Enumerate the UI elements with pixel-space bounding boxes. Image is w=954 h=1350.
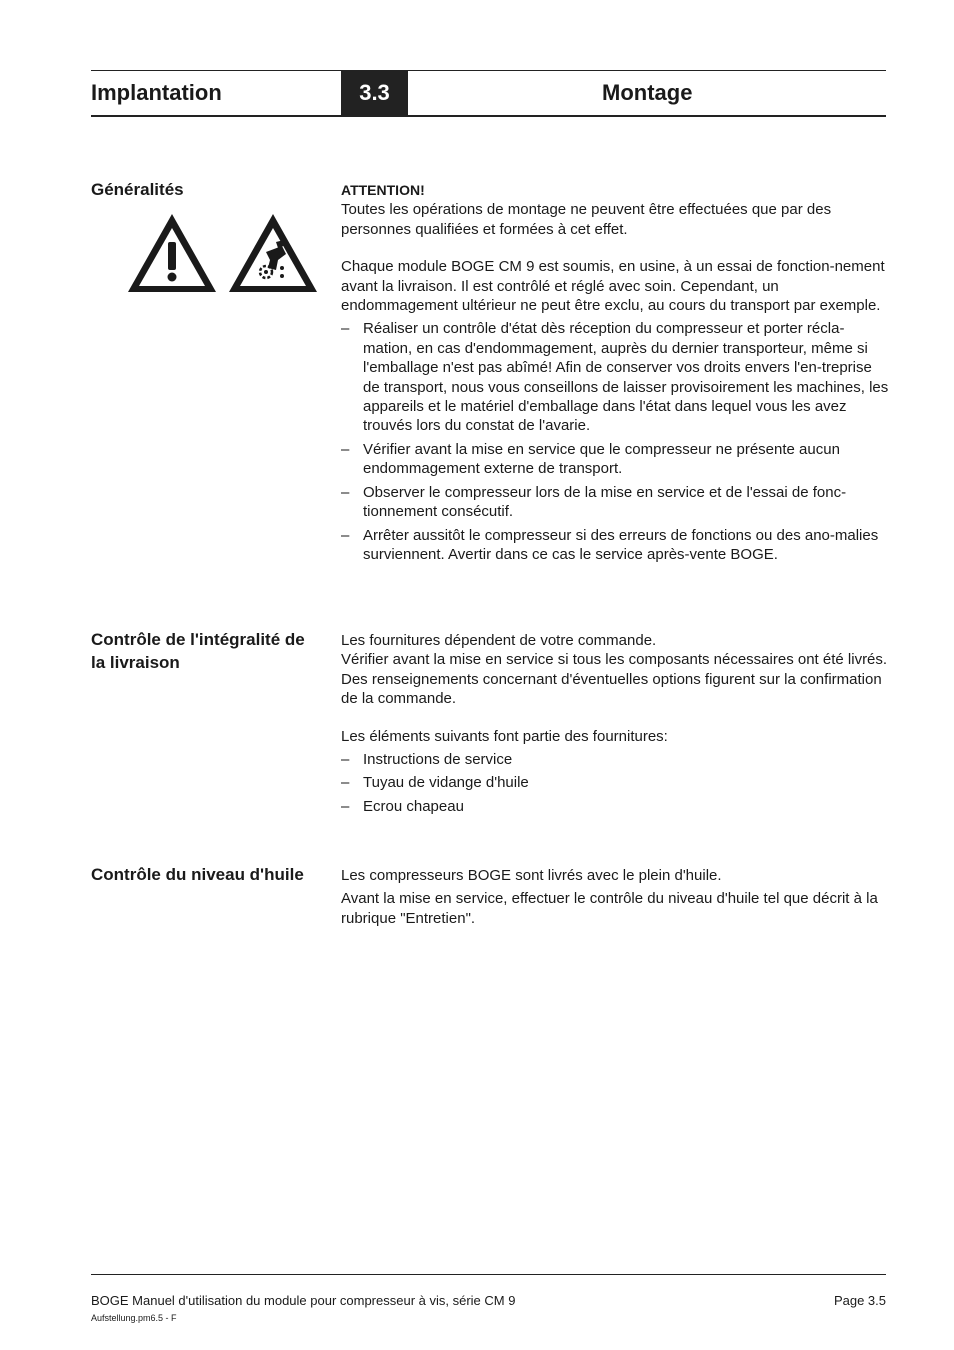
warning-icons [126,212,321,294]
section-number: 3.3 [341,71,408,115]
list-item: – Réaliser un contrôle d'état dès réception du compresseur et porter récla-mation, en cas d'endommagement, auprès du dernier transporteur, même si l'emballage n'est pas abîmé! Afin de conserver vos droits envers l'en-treprise de transport, nous vous conseillons de laisser provisoirement les machines, les appareils et le matériel d'emballage dans l'état dans lequel vous les avez trouvés lors du constat de l'avarie. [341,319,889,435]
header-bottom-rule [91,115,886,117]
huile-heading: Contrôle du niveau d'huile [91,865,304,884]
attention-label: ATTENTION! [341,182,425,198]
footer-rule [91,1274,886,1275]
fournitures-list [341,750,889,816]
generalites-body [341,181,889,564]
list-item: – Vérifier avant la mise en service que le compresseur ne présente aucun endommagement externe de transport. [341,440,889,479]
footer-title: BOGE Manuel d'utilisation du module pour compresseur à vis, série CM 9 [91,1293,516,1308]
list-item: – Instructions de service [341,750,889,769]
livraison-heading: Contrôle de l'intégralité de la livraison [91,630,305,672]
livraison-line2: Vérifier avant la mise en service si tous les composants nécessaires ont été livrés. Des renseignements concernant d'éventuelles options figurent sur la confirmation de la commande. [341,651,888,708]
header-top-rule [91,70,886,71]
generalites-list [341,319,889,564]
chapter-title: Implantation [91,80,222,105]
huile-line1: Les compresseurs BOGE sont livrés avec le plein d'huile. [341,867,722,884]
footer-filename: Aufstellung.pm6.5 - F [91,1313,177,1323]
attention-text: Toutes les opérations de montage ne peuvent être effectuées que par des personnes qualifiées et formées à cet effet. [341,201,832,238]
list-item: – Arrêter aussitôt le compresseur si des erreurs de fonctions ou des ano-malies surviennent. Avertir dans ce cas le service après-vente BOGE. [341,526,889,565]
page-number: Page 3.5 [833,1293,886,1308]
warning-exclamation-icon [126,212,321,294]
livraison-line3: Les éléments suivants font partie des fournitures: [341,727,668,745]
huile-body [341,866,889,928]
list-item: – Ecrou chapeau [341,797,889,816]
generalites-paragraph: Chaque module BOGE CM 9 est soumis, en usine, à un essai de fonction-nement avant la livraison. Il est contrôlé et réglé avec soin. Cependant, un endommagement ultérieur ne peut être exclu, au cours du transport par exemple. [341,258,885,315]
list-item: – Tuyau de vidange d'huile [341,773,889,792]
section-title: Montage [602,80,693,105]
hand-gear-hazard-icon [229,214,317,292]
list-item: – Observer le compresseur lors de la mise en service et de l'essai de fonc-tionnement consécutif. [341,483,889,522]
livraison-body [341,631,889,816]
livraison-line1: Les fournitures dépendent de votre commande. [341,632,657,649]
huile-line2: Avant la mise en service, effectuer le contrôle du niveau d'huile tel que décrit à la rubrique "Entretien". [341,890,878,927]
generalites-heading: Généralités [91,180,184,199]
